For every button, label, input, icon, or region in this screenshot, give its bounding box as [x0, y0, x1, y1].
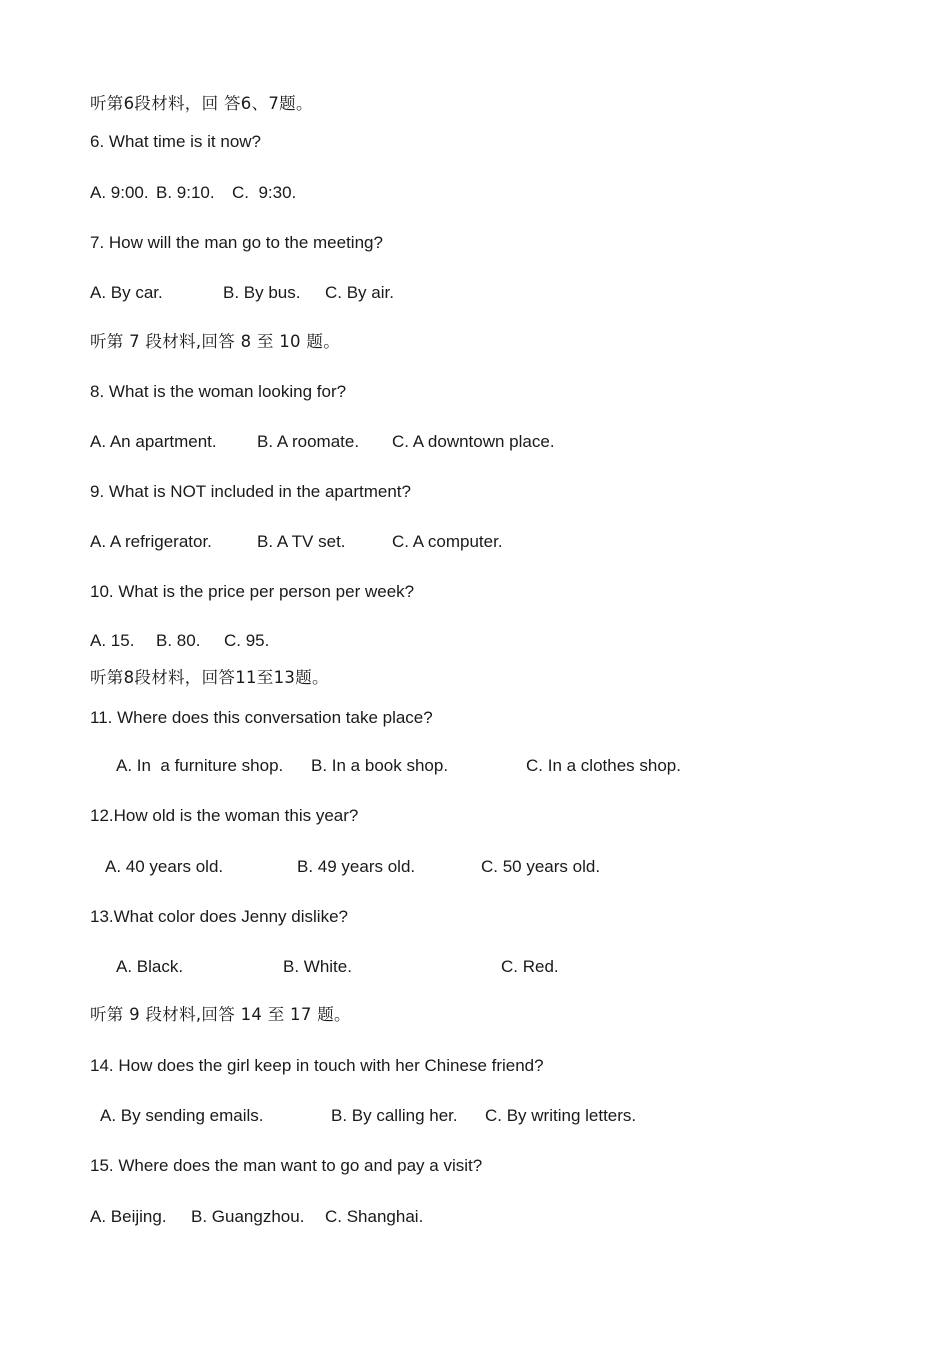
question-text: 11. Where does this conversation take place?: [90, 708, 433, 727]
question-text: 12.How old is the woman this year?: [90, 806, 359, 825]
answer-option: A. By car.: [90, 283, 163, 302]
question-text: 8. What is the woman looking for?: [90, 382, 347, 401]
answer-option: A. By sending emails.: [100, 1106, 264, 1125]
question-text: 13.What color does Jenny dislike?: [90, 907, 348, 926]
section-heading: 听第 9 段材料,回答 14 至 17 题。: [90, 1005, 351, 1024]
question-text: 7. How will the man go to the meeting?: [90, 233, 383, 252]
answer-option: C. By air.: [325, 283, 394, 302]
answer-option: C. A computer.: [392, 532, 503, 551]
answer-option: A. An apartment.: [90, 432, 217, 451]
answer-option: B. Guangzhou.: [191, 1207, 305, 1226]
answer-option: C. Red.: [501, 957, 559, 976]
answer-option: A. Beijing.: [90, 1207, 167, 1226]
answer-option: A. In a furniture shop.: [116, 756, 284, 775]
answer-option: C. In a clothes shop.: [526, 756, 681, 775]
answer-option: B. By bus.: [223, 283, 301, 302]
answer-option: A. 15.: [90, 631, 135, 650]
question-text: 15. Where does the man want to go and pay a visit?: [90, 1156, 483, 1175]
answer-option: C. 50 years old.: [481, 857, 601, 876]
answer-option: C. A downtown place.: [392, 432, 555, 451]
section-heading: 听第6段材料，回 答6、7题。: [90, 94, 313, 113]
answer-option: C. Shanghai.: [325, 1207, 424, 1226]
question-text: 6. What time is it now?: [90, 132, 262, 151]
answer-option: B. A roomate.: [257, 432, 360, 451]
answer-option: A. Black.: [116, 957, 184, 976]
answer-option: B. White.: [283, 957, 352, 976]
answer-option: A. 40 years old.: [105, 857, 224, 876]
answer-option: B. A TV set.: [257, 532, 346, 551]
answer-option: A. 9:00.: [90, 183, 149, 202]
section-heading: 听第8段材料，回答11至13题。: [90, 668, 329, 687]
answer-option: A. A refrigerator.: [90, 532, 212, 551]
answer-option: B. In a book shop.: [311, 756, 449, 775]
answer-option: C. By writing letters.: [485, 1106, 637, 1125]
answer-option: B. By calling her.: [331, 1106, 458, 1125]
question-text: 14. How does the girl keep in touch with her Chinese friend?: [90, 1056, 544, 1075]
answer-option: B. 49 years old.: [297, 857, 416, 876]
section-heading: 听第 7 段材料,回答 8 至 10 题。: [90, 332, 341, 351]
answer-option: C. 95.: [224, 631, 270, 650]
question-text: 9. What is NOT included in the apartment?: [90, 482, 411, 501]
answer-option: B. 80.: [156, 631, 201, 650]
question-text: 10. What is the price per person per week?: [90, 582, 415, 601]
answer-option: B. 9:10.: [156, 183, 215, 202]
answer-option: C. 9:30.: [232, 183, 297, 202]
